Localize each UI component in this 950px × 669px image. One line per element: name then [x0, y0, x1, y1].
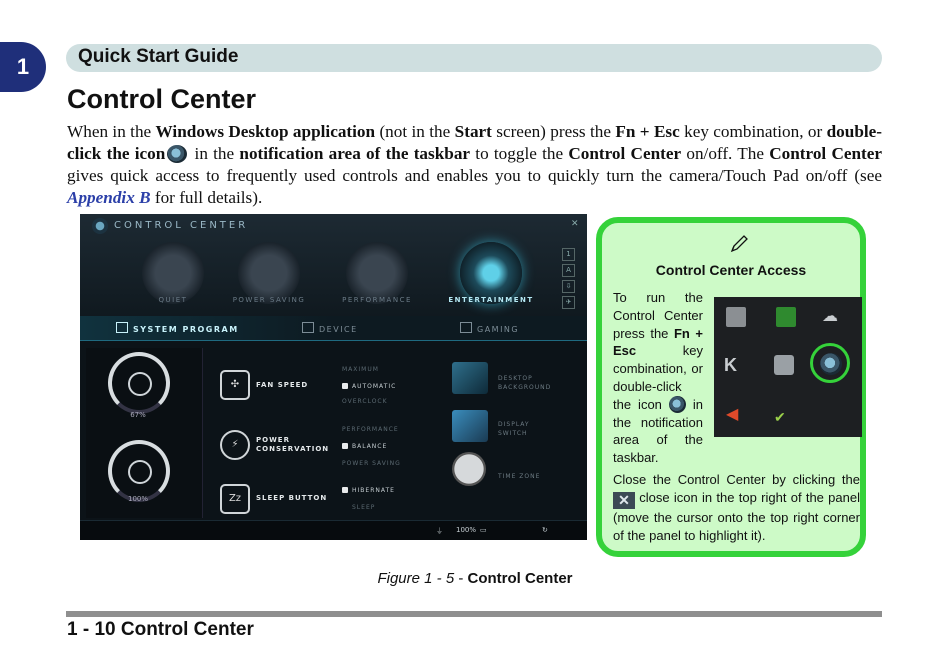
intro-text: When in the: [67, 122, 156, 141]
cloud-icon: ☁: [822, 308, 838, 325]
chapter-number: 1: [16, 54, 30, 79]
note-heading: Control Center Access: [655, 262, 807, 278]
side-button-scroll-lock[interactable]: ⇩: [562, 280, 575, 293]
side-button-airplane[interactable]: ✈: [562, 296, 575, 309]
fan-option-overclock[interactable]: OVERCLOCK: [342, 398, 388, 405]
highlight-ring: [810, 343, 850, 383]
sleep-button-label: SLEEP BUTTON: [256, 494, 328, 502]
note-access-text: [613, 289, 703, 467]
power-option-balance[interactable]: BALANCE: [352, 443, 388, 450]
figure-title: Control Center: [467, 570, 573, 587]
volume-dial[interactable]: [108, 440, 170, 502]
monitor-icon: [726, 307, 746, 327]
note-text: close icon in the top right of the panel (move the cursor onto the top right corner of the panel to highlight it).: [613, 489, 860, 543]
volume-icon: [128, 460, 152, 484]
figure-number: Figure 1 - 5: [377, 570, 455, 587]
power-option-power-saving[interactable]: POWER SAVING: [342, 460, 401, 467]
tab-gaming[interactable]: [460, 322, 519, 334]
note-bold-key-combo: Fn + Esc: [613, 325, 703, 359]
volume-value: 100%: [127, 495, 148, 503]
intro-text: to toggle the: [470, 144, 569, 163]
appendix-b-link[interactable]: Appendix B: [67, 188, 151, 207]
power-option-performance[interactable]: PERFORMANCE: [342, 426, 399, 433]
intro-paragraph: [67, 121, 882, 209]
device-icon: [302, 322, 314, 333]
mode-performance-button[interactable]: [346, 242, 408, 304]
nvidia-icon: [776, 307, 796, 327]
side-button-number-lock[interactable]: 1: [562, 248, 575, 261]
figure-caption: [0, 570, 950, 587]
mode-power-saving-button[interactable]: [238, 242, 300, 304]
note-close-text: [613, 471, 860, 544]
brightness-dial[interactable]: [108, 352, 170, 414]
sleep-icon: Zz: [220, 484, 250, 514]
caption-separator: -: [454, 570, 468, 587]
intro-bold-windows-desktop: Windows Desktop application: [155, 122, 376, 141]
close-icon: ✕: [613, 492, 635, 509]
brightness-value: 67%: [130, 411, 146, 419]
battery-value: 100%: [456, 526, 477, 534]
speaker-icon: ◀: [726, 406, 739, 423]
intro-bold-control-center-2: Control Center: [769, 144, 883, 163]
fan-option-automatic[interactable]: AUTOMATIC: [352, 383, 397, 390]
intro-bold-double-click: double-click the icon: [67, 122, 883, 163]
desktop-background-label: DESKTOP BACKGROUND: [498, 375, 552, 391]
intro-text: (not in the: [375, 122, 455, 141]
tab-label: DEVICE: [319, 325, 358, 334]
intro-text: gives quick access to frequently used controls and enables you to quickly turn the camera/Touch Pad on/off (see: [67, 166, 882, 185]
display-switch-label: DISPLAY SWITCH: [498, 421, 530, 437]
cc-status-bar: [80, 520, 587, 540]
intro-text: on/off. The: [681, 144, 770, 163]
fan-selected-indicator: [342, 383, 348, 389]
reset-icon[interactable]: ↻: [542, 526, 548, 534]
page-title: Control Center: [67, 84, 256, 114]
tab-label: SYSTEM PROGRAM: [133, 325, 239, 334]
footer-divider: [66, 611, 882, 617]
control-center-icon: [669, 396, 686, 413]
display-switch-icon[interactable]: [452, 410, 488, 442]
control-center-icon: [167, 145, 187, 163]
tab-system-program[interactable]: [116, 322, 239, 334]
section-header-bar: [66, 44, 882, 72]
notification-tray-image: [714, 297, 862, 437]
tab-device[interactable]: [302, 322, 358, 334]
note-text: key combination, or double-click the icon: [613, 343, 703, 412]
note-box: [596, 217, 866, 557]
clock-icon[interactable]: [452, 452, 486, 486]
intro-bold-control-center: Control Center: [568, 144, 682, 163]
control-center-screenshot: [80, 214, 587, 540]
brightness-icon: [128, 372, 152, 396]
pencil-icon: [728, 233, 750, 255]
sleep-option-hibernate[interactable]: HIBERNATE: [352, 487, 395, 494]
fan-icon: ✣: [220, 370, 250, 400]
desktop-background-icon[interactable]: [452, 362, 488, 394]
power-conservation-label: POWER CONSERVATION: [256, 436, 330, 453]
tab-label: GAMING: [477, 325, 520, 334]
close-icon[interactable]: ✕: [571, 219, 579, 229]
chapter-tab: [0, 42, 46, 92]
intro-bold-notification-area: notification area of the taskbar: [239, 144, 471, 163]
intro-text: key combination, or: [679, 122, 827, 141]
gamepad-icon: [460, 322, 472, 333]
plug-icon: ⏚: [436, 527, 443, 535]
sleep-selected-indicator: [342, 487, 348, 493]
network-icon: ✔: [774, 409, 786, 425]
note-text: Close the Control Center by clicking the: [613, 472, 860, 487]
note-text: in the notification area of the taskbar.: [613, 396, 703, 466]
power-selected-indicator: [342, 443, 348, 449]
control-center-title: CONTROL CENTER: [114, 220, 249, 231]
note-text: To run the Control Center press the: [613, 290, 703, 341]
intro-text: screen) press the: [491, 122, 616, 141]
sleep-option-sleep[interactable]: SLEEP: [352, 504, 376, 511]
battery-icon: ▭: [480, 526, 487, 534]
mode-performance-label: PERFORMANCE: [342, 296, 412, 304]
mode-power-saving-label: POWER SAVING: [232, 296, 306, 304]
page-footer: 1 - 10 Control Center: [67, 619, 254, 640]
intro-bold-start: Start: [454, 122, 492, 141]
mode-entertainment-button[interactable]: [460, 242, 522, 304]
time-zone-label: TIME ZONE: [498, 473, 541, 480]
intro-bold-key-combo: Fn + Esc: [615, 122, 680, 141]
side-button-caps-lock[interactable]: A: [562, 264, 575, 277]
mode-entertainment-label: ENTERTAINMENT: [448, 296, 534, 304]
fan-speed-label: FAN SPEED: [256, 381, 309, 389]
cc-tab-bar: [80, 316, 587, 341]
fan-option-maximum[interactable]: MAXIMUM: [342, 366, 379, 373]
k-app-icon: K: [724, 355, 737, 375]
power-icon: ⚡: [220, 430, 250, 460]
guide-title: Quick Start Guide: [78, 46, 239, 67]
intro-text: for full details).: [150, 188, 263, 207]
control-center-logo-icon: [92, 218, 108, 234]
monitor-icon: [116, 322, 128, 333]
usb-device-icon: [774, 355, 794, 375]
mode-quiet-button[interactable]: [142, 242, 204, 304]
intro-text: in the: [189, 144, 240, 163]
mode-quiet-label: QUIET: [158, 296, 188, 304]
